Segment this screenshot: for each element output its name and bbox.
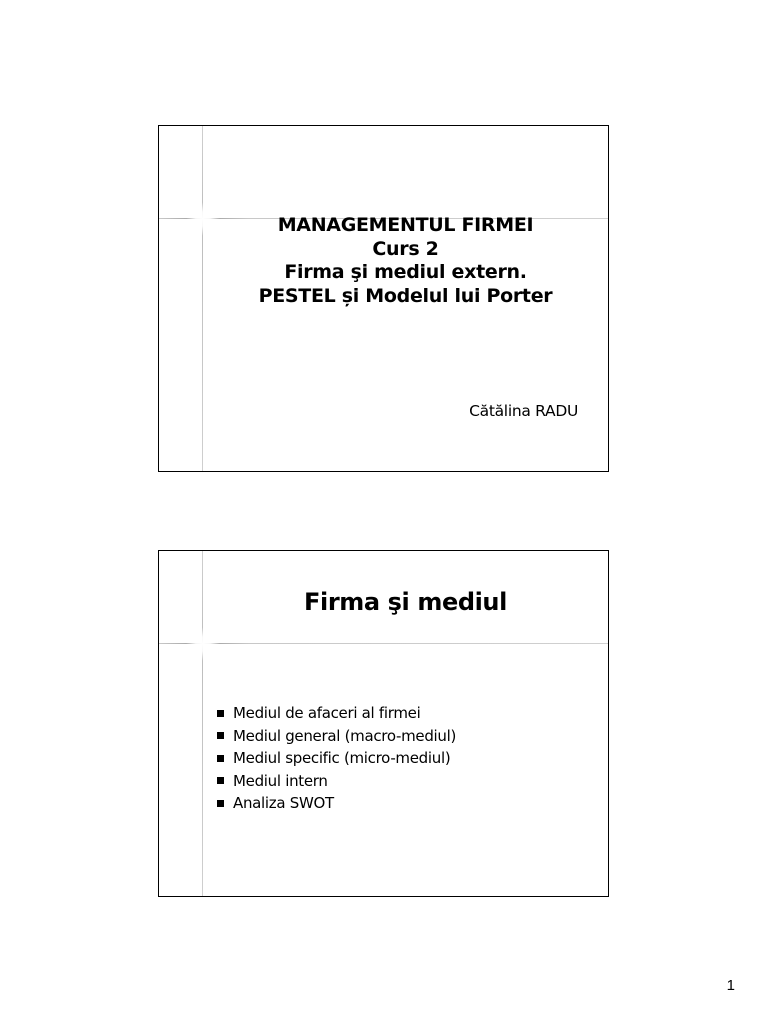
list-item xyxy=(217,702,456,725)
list-item xyxy=(217,747,456,770)
square-bullet-icon xyxy=(217,755,224,762)
bullet-list xyxy=(217,702,456,815)
list-item-label: Mediul general (macro-mediul) xyxy=(233,726,457,745)
list-item-label: Analiza SWOT xyxy=(233,794,334,813)
list-item xyxy=(217,770,456,793)
square-bullet-icon xyxy=(217,777,224,784)
square-bullet-icon xyxy=(217,732,224,739)
slide-decoration-glow xyxy=(186,627,220,661)
author-name: Cătălina RADU xyxy=(469,402,578,420)
page-number: 1 xyxy=(726,977,735,994)
slide-decoration-horizontal-line xyxy=(159,643,608,644)
list-item xyxy=(217,725,456,748)
list-item-label: Mediul specific (micro-mediul) xyxy=(233,749,451,768)
list-item-label: Mediul de afaceri al firmei xyxy=(233,704,421,723)
slide-2 xyxy=(158,550,609,897)
slide-1-title xyxy=(203,214,608,308)
slide-1 xyxy=(158,125,609,472)
course-title: MANAGEMENTUL FIRMEI xyxy=(277,214,534,236)
list-item-label: Mediul intern xyxy=(233,771,328,790)
lecture-title-line-1: Firma şi mediul extern. xyxy=(284,261,527,283)
list-item xyxy=(217,792,456,815)
slide-2-title: Firma şi mediul xyxy=(304,588,507,616)
lecture-title-line-2: PESTEL și Modelul lui Porter xyxy=(258,284,553,307)
square-bullet-icon xyxy=(217,710,224,717)
course-number: Curs 2 xyxy=(372,237,439,260)
square-bullet-icon xyxy=(217,800,224,807)
